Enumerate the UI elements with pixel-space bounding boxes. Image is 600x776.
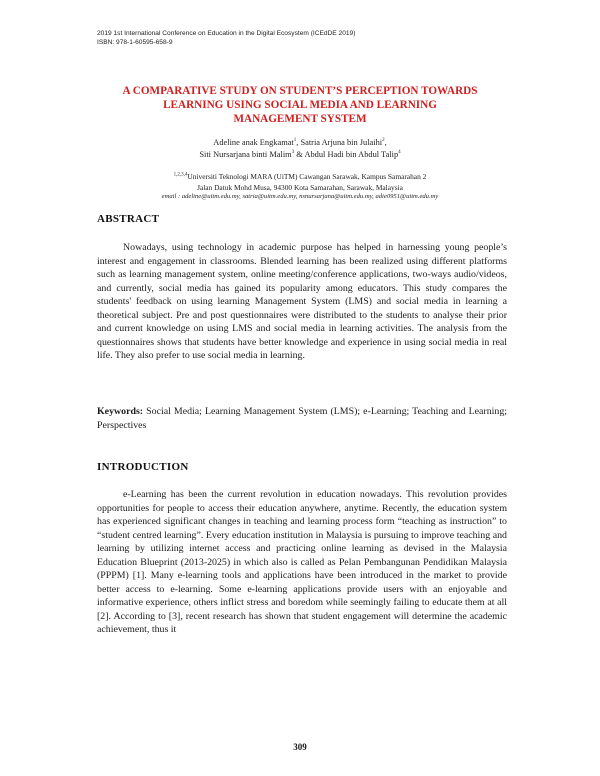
introduction-heading: INTRODUCTION	[97, 461, 189, 473]
keywords-text: Social Media; Learning Management System (LMS); e-Learning; Teaching and Learning; Perspectives	[97, 406, 507, 431]
paper-title-line-2: LEARNING USING SOCIAL MEDIA AND LEARNING	[163, 99, 437, 111]
conference-header: 2019 1st International Conference on Education in the Digital Ecosystem (ICEdDE 2019)	[97, 30, 356, 37]
author-1: Adeline anak Engkamat	[213, 138, 294, 147]
paper-title-line-1: A COMPARATIVE STUDY ON STUDENT’S PERCEPTION TOWARDS	[122, 85, 478, 97]
paper-title-line-3: MANAGEMENT SYSTEM	[233, 113, 367, 125]
keywords-label: Keywords:	[97, 406, 144, 417]
introduction-body: e-Learning has been the current revolution in education nowadays. This revolution provides opportunities for people to access their education anywhere, anytime. Recently, the education system has experienced significant changes in teaching and learning process form “teaching as instruction” to “student centred learning”. Every education institution in Malaysia is pursuing to improve teaching and learning by utilizing internet access and practicing online learning as devised in the Malaysia Education Blueprint (2013-2025) in which also is called as Pelan Pembangunan Pendidikan Malaysia (PPPM) [1]. Many e-learning tools and applications have been introduced in the market to provide better access to e-learning. Some e-learning applications provide users with an enjoyable and informative experience, others inflict stress and boredom while seemingly failing to educate them at all [2]. According to [3], recent research has shown that student engagement will determine the academic achievement, thus it	[97, 489, 507, 635]
author-3: Siti Nursarjana binti Malim	[199, 150, 292, 159]
isbn-line: ISBN: 978-1-60595-658-9	[97, 39, 173, 46]
author-line-2: Siti Nursarjana binti Malim$^3$ & Abdul Hadi bin Abdul Talip$^4$	[199, 150, 401, 159]
author-line-1: Adeline anak Engkamat$^1$, Satria Arjuna bin Julaihi$^2$,	[213, 138, 387, 147]
abstract-body: Nowadays, using technology in academic purpose has helped in harnessing young people’s interest and engagement in classrooms. Blended learning has been realized using different platforms such as learning management system, online meeting/conference applications, two-ways audio/videos, and currently, social media has gained its popularity among educators. This study compares the students' feedback on using learning Management System (LMS) and social media in learning a theoretical subject. Pre and post questionnaires were distributed to the students to analyse their prior and current knowledge on using LMS and social media in learning activities. The analysis from the questionnaires shows that students have better knowledge and experience in using social media in real life. They also prefer to use social media in learning.	[97, 242, 507, 361]
affiliation-line-1: $^{1,2,3,4}$Universiti Teknologi MARA (UiTM) Cawangan Sarawak, Kampus Samarahan 2	[173, 172, 427, 181]
author-emails: email : adeline@uitm.edu.my, satria@uitm.edu.my, nsnursarjana@uitm.edu.my, adie0951@uitm.edu.my	[161, 193, 439, 200]
abstract-heading: ABSTRACT	[97, 213, 160, 225]
author-4: & Abdul Hadi bin Abdul Talip	[294, 150, 399, 159]
author-2: , Satria Arjuna bin Julaihi	[296, 138, 383, 147]
affiliation-line-2: Jalan Datuk Mohd Musa, 94300 Kota Samarahan, Sarawak, Malaysia	[197, 183, 403, 192]
page-number: 309	[293, 742, 307, 752]
keywords	[97, 405, 507, 432]
